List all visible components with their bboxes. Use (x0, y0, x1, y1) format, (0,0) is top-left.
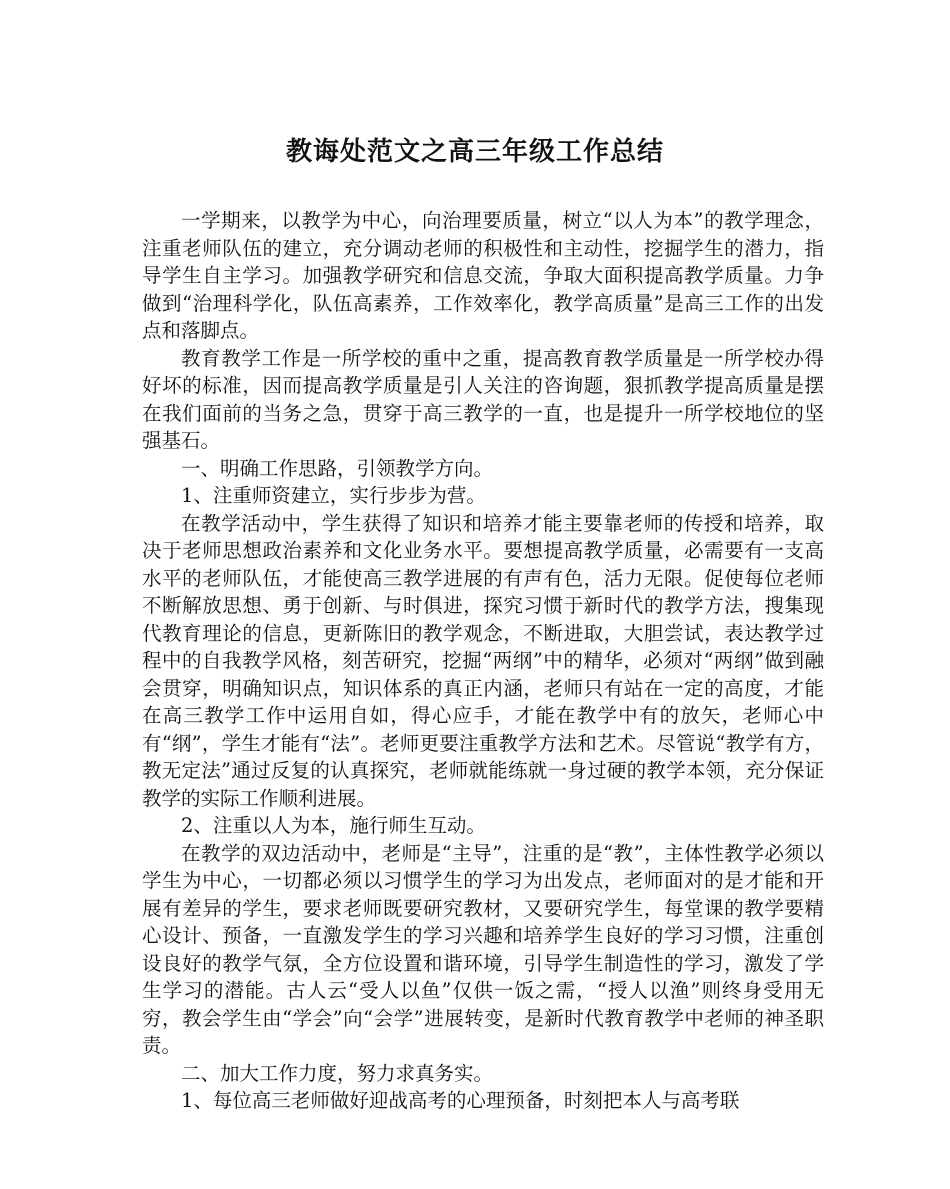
paragraph: 在教学活动中，学生获得了知识和培养才能主要靠老师的传授和培养，取决于老师思想政治素养和文化业务水平。要想提高教学质量，必需要有一支高水平的老师队伍，才能使高三教学进展的有声有色，活力无限。促使每位老师不断解放思想、勇于创新、与时俱进，探究习惯于新时代的教学方法，搜集现代教育理论的信息，更新陈旧的教学观念，不断进取，大胆尝试，表达教学过程中的自我教学风格，刻苦研究，挖掘“两纲”中的精华，必须对“两纲”做到融会贯穿，明确知识点，知识体系的真正内涵，老师只有站在一定的高度，才能在高三教学工作中运用自如，得心应手，才能在教学中有的放矢，老师心中有“纲”，学生才能有“法”。老师更要注重教学方法和艺术。尽管说“教学有方，教无定法”通过反复的认真探究，老师就能练就一身过硬的教学本领，充分保证教学的实际工作顺利进展。 (142, 511, 824, 810)
document-title: 教诲处范文之高三年级工作总结 (285, 137, 664, 167)
section-heading: 二、加大工作力度，努力求真务实。 (181, 1061, 494, 1085)
paragraph: 1、每位高三老师做好迎战高考的心理预备，时刻把本人与高考联 (181, 1089, 740, 1112)
document-body (142, 207, 824, 1115)
paragraph: 教育教学工作是一所学校的重中之重，提高教育教学质量是一所学校办得好坏的标准，因而提高教学质量是引人关注的咨询题，狠抓教学提高质量是摆在我们面前的当务之急，贯穿于高三教学的一直，也是提升一所学校地位的坚强基石。 (142, 346, 824, 452)
subsection-heading: 2、注重以人为本，施行师生互动。 (181, 814, 486, 837)
subsection-heading: 1、注重师资建立，实行步步为营。 (181, 484, 486, 507)
paragraph: 一学期来，以教学为中心，向治理要质量，树立“以人为本”的教学理念，注重老师队伍的建立，充分调动老师的积极性和主动性，挖掘学生的潜力，指导学生自主学习。加强教学研究和信息交流，争取大面积提高教学质量。力争做到“治理科学化，队伍高素养，工作效率化，教学高质量”是高三工作的出发点和落脚点。 (142, 209, 824, 342)
section-heading: 一、明确工作思路，引领教学方向。 (181, 456, 494, 480)
paragraph: 在教学的双边活动中，老师是“主导”，注重的是“教”，主体性教学必须以学生为中心，一切都必须以习惯学生的学习为出发点，老师面对的是才能和开展有差异的学生，要求老师既要研究教材，又要研究学生，每堂课的教学要精心设计、预备，一直激发学生的学习兴趣和培养学生良好的学习习惯，注重创设良好的教学气氛，全方位设置和谐环境，引导学生制造性的学习，激发了学生学习的潜能。古人云“受人以鱼”仅供一饭之需，“授人以渔”则终身受用无穷，教会学生由“学会”向“会学”进展转变，是新时代教育教学中老师的神圣职责。 (142, 841, 824, 1057)
